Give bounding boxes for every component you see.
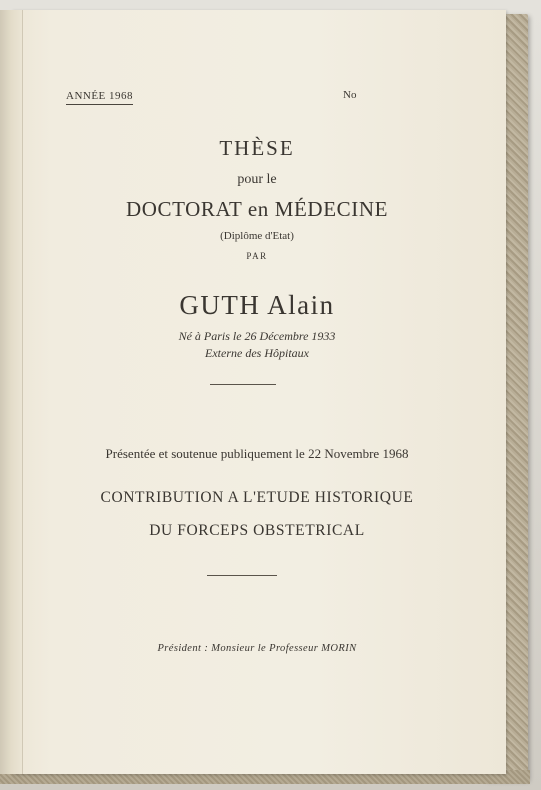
- author-name: GUTH Alain: [179, 290, 335, 320]
- divider-top: [210, 384, 276, 385]
- subject-line-2: DU FORCEPS OBSTETRICAL: [149, 522, 365, 539]
- author-birth: Né à Paris le 26 Décembre 1933: [178, 329, 336, 343]
- title-page: [12, 10, 506, 774]
- divider-bottom: [207, 575, 277, 576]
- thesis-heading: THÈSE: [219, 136, 295, 160]
- diploma-note: (Diplôme d'Etat): [220, 230, 294, 242]
- year-label: ANNÉE 1968: [66, 90, 133, 105]
- jury-president: Président : Monsieur le Professeur MORIN: [157, 643, 357, 654]
- pour-le-text: pour le: [237, 172, 277, 187]
- presentation-text: Présentée et soutenue publiquement le 22 Novembre 1968: [105, 446, 409, 461]
- subject-line-1: CONTRIBUTION A L'ETUDE HISTORIQUE: [100, 489, 414, 506]
- page-gutter: [0, 10, 23, 774]
- par-text: PAR: [246, 251, 268, 261]
- degree-title: DOCTORAT en MÉDECINE: [125, 197, 389, 221]
- author-status: Externe des Hôpitaux: [205, 346, 309, 360]
- number-label: No: [343, 89, 357, 101]
